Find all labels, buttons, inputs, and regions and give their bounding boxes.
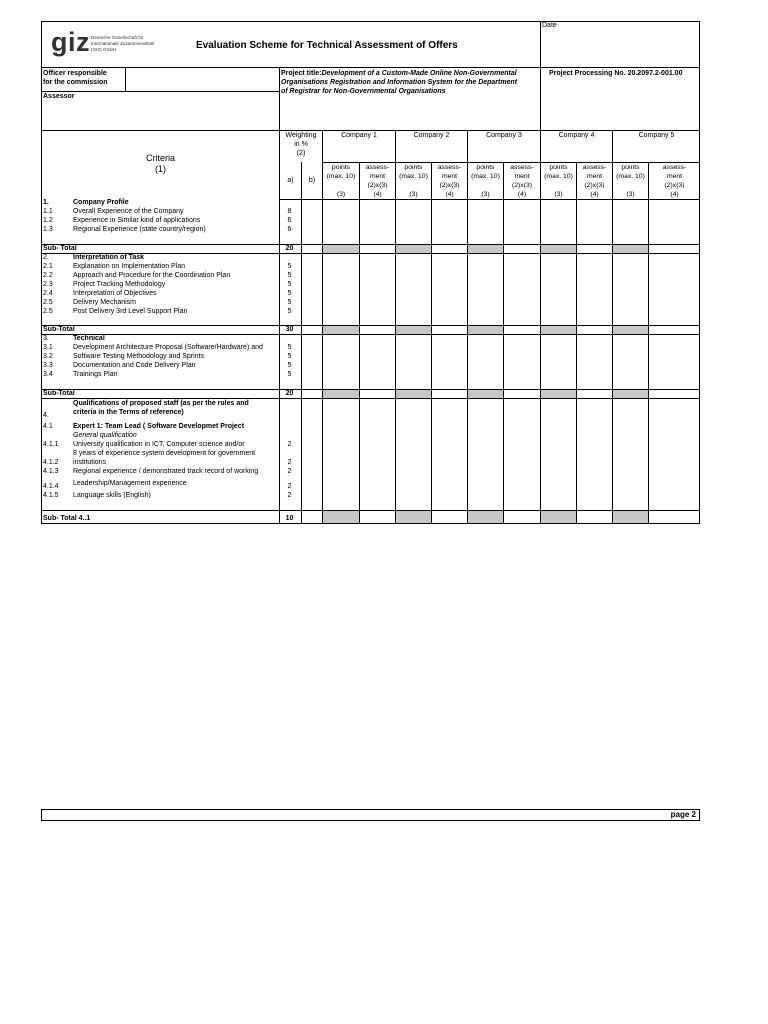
criteria-row: 2.1 Explanation on Implementation Plan [43,263,186,270]
subtotal-shade [541,511,576,523]
weight-value: 5 [287,263,292,270]
criteria-header: Criteria (1) [145,153,175,174]
criteria-row: 4.1.3 Regional experience / demonstrated track record of working [43,468,259,475]
subtotal-shade [323,390,359,398]
page-number: page 2 [670,810,696,819]
weight-value: 8 [287,208,292,215]
company-5-header: Company 5 [638,132,675,139]
subtotal-shade [396,326,431,334]
weight-value: 5 [287,281,292,288]
weight-value: 5 [287,308,292,315]
assessment-header: assess- ment (2)x(3) (4) [365,164,390,198]
subtotal-shade [613,390,648,398]
criteria-row: 2.5 Post Delivery 3rd Level Support Plan [43,308,188,315]
weighting-header: Weighting in % (2) [285,132,317,157]
col-b-header: b) [308,177,316,184]
criteria-row: 2.3 Project Tracking Methodology [43,281,166,288]
date-divider [540,21,541,131]
subtotal-shade [541,245,576,253]
col-line [359,162,360,524]
points-header: points (max. 10) (3) [326,164,356,198]
subtotal-shade [323,511,359,523]
weight-value: 5 [287,371,292,378]
criteria-row: 2.4 Interpretation of Objectives [43,290,157,297]
document-title: Evaluation Scheme for Technical Assessment of Offers [196,40,458,51]
officer-label-2: for the commission [43,79,108,86]
criteria-row: 4.1.4 Leadership/Management experience [43,480,187,490]
subtotal-shade [396,390,431,398]
weight-value: 2 [287,492,292,499]
date-label: Date [542,22,557,29]
col-a-header: a) [287,177,294,184]
company-3-header: Company 3 [486,132,522,139]
subtotal-shade [468,511,503,523]
assessment-header: assess- ment (2)x(3) (4) [662,164,687,198]
subtotal-shade [613,511,648,523]
weight-value: 6 [287,226,292,233]
assessment-header: assess- ment (2)x(3) (4) [582,164,607,198]
criteria-row: 1.2 Experience in Similar kind of applications [43,217,201,224]
giz-logo [51,27,90,57]
col-line [301,162,302,524]
subtotal-value: 30 [285,326,294,333]
points-header: points (max. 10) (3) [399,164,428,198]
criteria-row: 4.1.5 Language skills (English) [43,492,151,499]
subtotal-row: Sub-Total [43,326,75,333]
subtotal-value: 20 [285,390,294,397]
section-number: 4. [43,412,49,419]
section-heading: 1. Company Profile [43,199,129,206]
subtotal-row: Sub- Total 4..1 [43,515,91,522]
weight-value: 5 [287,353,292,360]
officer-label-1: Officer responsible [43,70,107,77]
criteria-row: 4.1.1 University qualification in ICT, Computer science and/or [43,441,245,448]
criteria-row: 1.1 Overall Experience of the Company [43,208,184,215]
company-1-header: Company 1 [341,132,377,139]
subtotal-shade [468,390,503,398]
header-divider [41,67,700,68]
row-line [279,199,700,200]
criteria-row: 3.3 Documentation and Code Delivery Plan [43,362,196,369]
officer-divider [41,91,279,92]
assessment-header: assess- ment (2)x(3) (4) [437,164,462,198]
weight-value: 2 [287,441,292,448]
subtotal-shade [468,326,503,334]
section-heading: Qualifications of proposed staff (as per the rules and [73,400,249,407]
subtotal-row: Sub-Total [43,390,75,397]
company-2-header: Company 2 [413,132,450,139]
weight-value: 5 [287,272,292,279]
project-title-divider [279,67,280,131]
weight-value: 6 [287,217,292,224]
weight-value: 5 [287,362,292,369]
criteria-row: 8 years of experience system development for government [73,450,256,457]
criteria-row: 3.2 Software Testing Methodology and Sprints [43,353,205,360]
subtotal-value: 10 [285,515,294,522]
criteria-row: 3.1 Development Architecture Proposal (Software/Hardware) and [43,344,263,351]
points-header: points (max. 10) (3) [471,164,500,198]
weight-value: 5 [287,299,292,306]
criteria-row: 4.1.2 institutions [43,459,107,466]
col-line [431,162,432,524]
project-title: Project title:Development of a Custom-Made Online Non-Governmental Organisations Registration and Information System for the Department of Registrar for Non-Governmental Organisations [281,70,518,95]
section-heading: 2. Interpretation of Task [43,254,145,261]
col-line [648,162,649,524]
general-qualification-label: General qualification [73,432,137,439]
subtotal-shade [613,326,648,334]
weight-value: 2 [287,459,292,466]
weight-value: 5 [287,290,292,297]
criteria-row: 2.5 Delivery Mechanism [43,299,137,306]
weight-value: 2 [287,483,292,490]
assessor-label: Assessor [43,93,75,100]
criteria-row: 1.3 Regional Experience (state country/region) [43,226,206,233]
subtotal-shade [541,390,576,398]
assessment-header: assess- ment (2)x(3) (4) [510,164,534,198]
col-line [576,162,577,524]
subtotal-shade [323,245,359,253]
company-4-header: Company 4 [558,132,595,139]
expert-row: 4.1 Expert 1: Team Lead ( Software Developmet Project [43,423,245,430]
officer-value-divider [125,67,126,91]
points-header: points (max. 10) (3) [616,164,645,198]
project-processing-number: Project Processing No. 20.2097.2-001.00 [549,70,683,77]
weight-value: 2 [287,468,292,475]
criteria-row: 3.4 Trainings Plan [43,371,118,378]
section-heading: criteria in the Terms of reference) [73,409,184,416]
subtotal-shade [613,245,648,253]
subtotal-shade [323,326,359,334]
subtotal-shade [468,245,503,253]
giz-logo-text: giz [51,27,90,57]
criteria-row: 2.2 Approach and Procedure for the Coordination Plan [43,272,231,279]
subtotal-shade [396,245,431,253]
subtotal-shade [541,326,576,334]
points-header: points (max. 10) (3) [544,164,573,198]
subtotal-row: Sub- Total [43,245,77,252]
weight-value: 5 [287,344,292,351]
section-heading: 3. Technical [43,335,105,342]
row-line [41,510,700,511]
col-line [503,162,504,524]
subtotal-shade [396,511,431,523]
giz-logo-org: Deutsche Gesellschaft für Internationale Zusammenarbeit (GIZ) GmbH [91,35,155,52]
subtotal-value: 20 [285,245,294,252]
